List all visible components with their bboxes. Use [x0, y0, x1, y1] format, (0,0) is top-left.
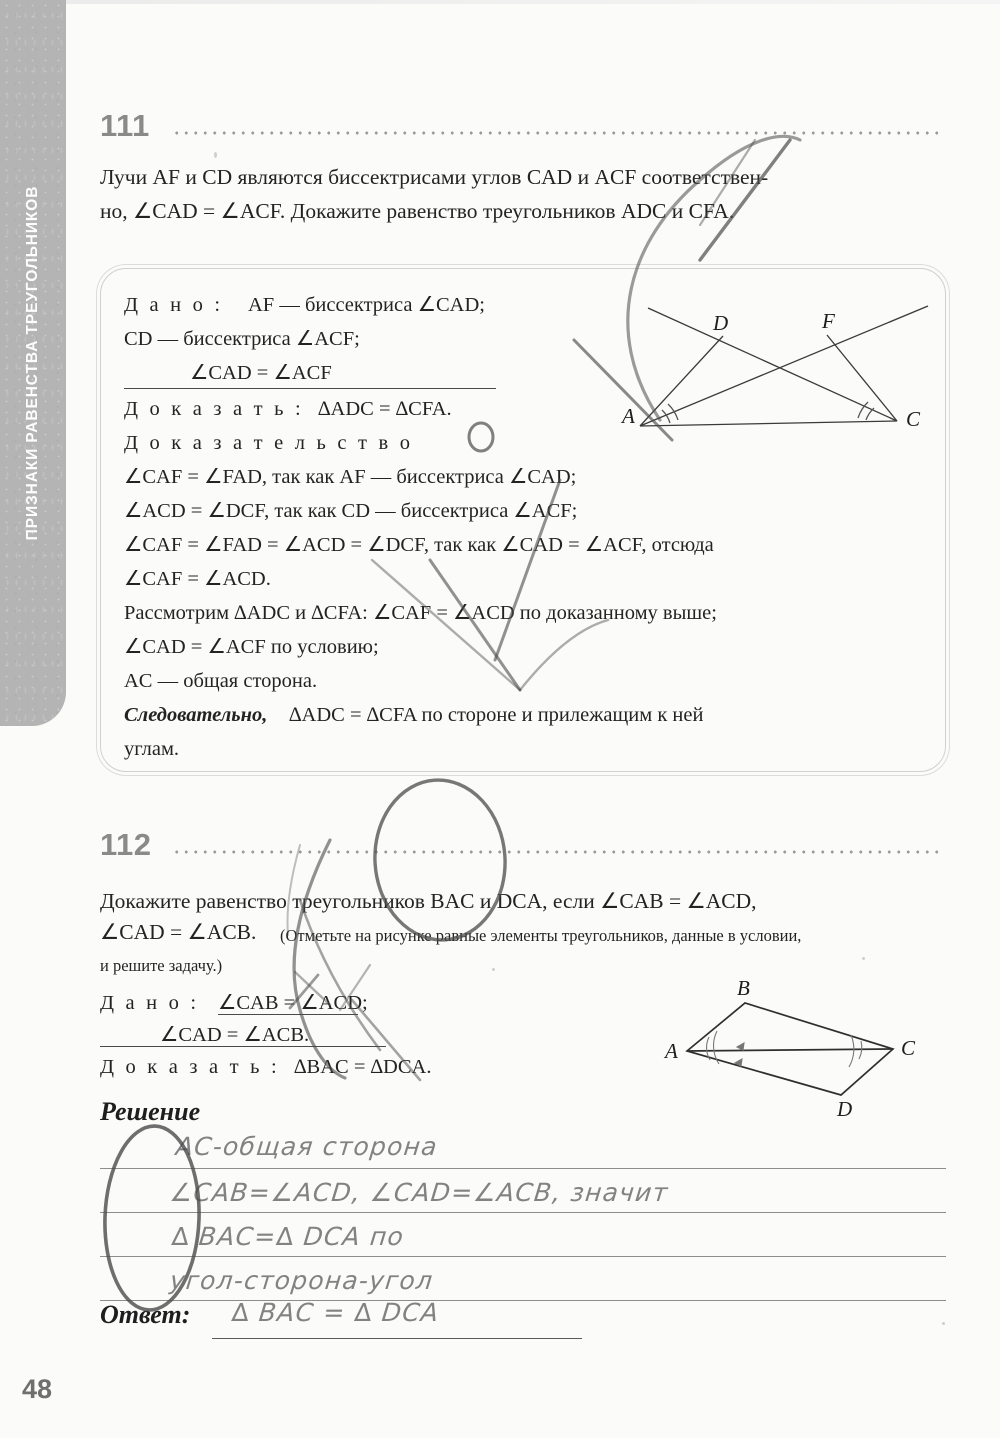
problem-111-statement-line2: но, ∠CAD = ∠ACF. Докажите равенство треугольников ADC и CFA. [100, 199, 735, 223]
problem-111-statement-line1: Лучи AF и CD являются биссектрисами углов CAD и ACF соответствен- [100, 165, 769, 189]
problem-112-given-underline-2 [100, 1046, 386, 1047]
problem-111-proof-line-3: ∠CAF = ∠FAD = ∠ACD = ∠DCF, так как ∠CAD = ∠ACF, отсюда [124, 534, 714, 556]
problem-112-statement-line1: Докажите равенство треугольников BAC и DCA, если ∠CAB = ∠ACD, [100, 889, 757, 913]
problem-111-proof-line-2: ∠ACD = ∠DCF, так как CD — биссектриса ∠ACF; [124, 500, 578, 522]
problem-111-proof-line-5: Рассмотрим ∆ADC и ∆CFA: ∠CAF = ∠ACD по доказанному выше; [124, 602, 717, 624]
handwriting-line-2: ∠CAB=∠ACD, ∠CAD=∠ACB, значит [168, 1178, 671, 1207]
problem-111-dotted-rule [172, 128, 944, 138]
problem-111-given-line1: AF — биссектриса ∠CAD; [248, 294, 485, 316]
problem-112-statement-paren2: и решите задачу.) [100, 956, 223, 975]
figure-111-label-D: D [713, 311, 729, 335]
problem-111-prove-label: Д о к а з а т ь : [124, 398, 304, 420]
problem-111-conclusion-line2: углам. [124, 738, 180, 760]
problem-111-proof-line-7: AC — общая сторона. [124, 670, 318, 692]
answer-value: ∆ BAC = ∆ DCA [230, 1298, 441, 1327]
problem-112-given-label: Д а н о : [100, 992, 200, 1014]
answer-label: Ответ: [100, 1300, 191, 1329]
problem-111-conclusion-text: ∆ADC = ∆CFA по стороне и прилежащим к ней [289, 704, 704, 726]
problem-111-number: 111 [100, 108, 150, 143]
problem-111-given-label: Д а н о : [124, 294, 224, 316]
ruled-line-3 [100, 1256, 946, 1257]
figure-111-label-A: A [622, 404, 635, 428]
ruled-line-4 [100, 1300, 946, 1301]
problem-111-prove-value: ∆ADC = ∆CFA. [318, 398, 452, 420]
problem-111-proof-label: Д о к а з а т е л ь с т в о [124, 432, 414, 454]
figure-112-label-B: B [737, 976, 750, 1000]
problem-111-proof-line-6: ∠CAD = ∠ACF по условию; [124, 636, 379, 658]
problem-112-given-line1: ∠CAB = ∠ACD; [218, 992, 368, 1014]
handwriting-line-1: AC-общая сторона [174, 1132, 440, 1161]
problem-111-proof-line-1: ∠CAF = ∠FAD, так как AF — биссектриса ∠CAD; [124, 466, 577, 488]
handwriting-line-3: ∆ BAC=∆ DCA по [170, 1222, 406, 1251]
problem-112-solution-label: Решение [100, 1097, 201, 1126]
chapter-title-vertical: ПРИЗНАКИ РАВЕНСТВА ТРЕУГОЛЬНИКОВ [24, 185, 41, 541]
figure-112-label-D: D [837, 1097, 853, 1120]
problem-112-dotted-rule [172, 847, 944, 857]
problem-112-prove-value: ∆BAC = ∆DCA. [294, 1056, 432, 1078]
problem-111-proof-line-4: ∠CAF = ∠ACD. [124, 568, 271, 590]
handwriting-line-4: угол-сторона-угол [168, 1266, 435, 1295]
problem-112-statement-line2: ∠CAD = ∠ACB. [100, 920, 257, 944]
paper-speck [492, 968, 495, 971]
paper-speck [862, 957, 865, 960]
problem-112-figure [655, 975, 920, 1120]
answer-underline [212, 1338, 582, 1339]
page-number: 48 [22, 1374, 53, 1404]
ruled-line-2 [100, 1212, 946, 1213]
figure-112-label-C: C [901, 1036, 916, 1060]
problem-111-given-line3: ∠CAD = ∠ACF [190, 362, 332, 384]
problem-112-number: 112 [100, 827, 152, 862]
problem-112-given-line2: ∠CAD = ∠ACB. [160, 1024, 310, 1046]
ruled-line-1 [100, 1168, 946, 1169]
problem-112-statement-paren1: (Отметьте на рисунке равные элементы треугольников, данные в условии, [280, 926, 802, 945]
figure-111-label-C: C [906, 407, 921, 431]
paper-speck [942, 1322, 945, 1325]
problem-111-given-underline [124, 388, 496, 389]
problem-111-conclusion-label: Следовательно, [124, 704, 268, 726]
figure-111-label-F: F [822, 309, 835, 333]
problem-112-given-underline-1 [218, 1014, 358, 1015]
problem-112-prove-label: Д о к а з а т ь : [100, 1056, 280, 1078]
problem-111-given-line2: CD — биссектриса ∠ACF; [124, 328, 360, 350]
figure-112-label-A: A [665, 1039, 678, 1063]
problem-111-figure [610, 290, 940, 440]
paper-speck [214, 152, 217, 158]
